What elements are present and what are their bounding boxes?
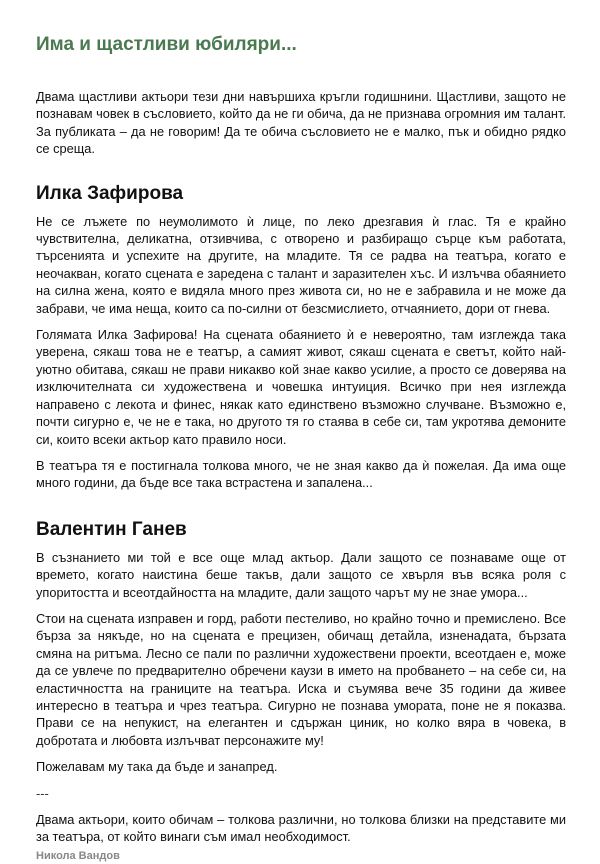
separator: --- [36,785,49,801]
article-title: Има и щастливи юбиляри... [36,34,297,55]
author-signature: Никола Вандов [36,849,120,862]
body-paragraph: Голямата Илка Зафирова! На сцената обаянието ѝ е невероятно, там изглежда така уверена, сякаш това не е театър, а самият живот, сякаш сцената е светът, който най-уютно обитава, сякаш не прави никакво кой знае какво усилие, а просто се доверява на изключителната си художествена и човешка интуиция. Всичко при нея изглежда направено с лекота и финес, някак като единствено възможно случване. Възможно е, почти сигурно е, че не е така, но другото тя го стаява в себе си, там укротява демоните си, които всеки актьор като правило носи. [36,327,566,447]
section-heading: Илка Зафирова [36,182,184,204]
body-paragraph: В съзнанието ми той е все още млад актьор. Дали защото се познаваме още от времето, когато наистина беше такъв, дали защото се хвърля във всяка роля с упоритостта и всеотдайността на младите, дали защото чарът му не знае умора... [36,549,566,600]
section-valentin-ganev [36,519,566,776]
closing-paragraph: Двама актьори, които обичам – толкова различни, но толкова близки на представите ми за театъра, от който винаги съм имал необходимост. [36,812,566,845]
body-paragraph: В театъра тя е постигнала толкова много, че не зная какво да ѝ пожелая. Да има още много години, да бъде все така встрастена и запалена... [36,457,566,491]
body-paragraph: Стои на сцената изправен и горд, работи пестеливо, но крайно точно и премислено. Все бърза за някъде, но на сцената е прецизен, обичащ детайла, изненадата, бързата смяна на ритъма. Лесно се пали по различни художествени проекти, всеотдаен е, може да се увлече по предварително обречени каузи в името на пробването – на себе си, на еластичността на границите на театъра. Иска и съумява вече 35 години да живее интересно в театъра и чрез театъра. Сигурно не познава умората, поне не я показва. Прави се на непукист, на елегантен и сдържан циник, но колко вяра в човека, в добротата и любовта излъчват персонажите му! [36,610,566,748]
intro-paragraph: Двама щастливи актьори тези дни навършиха кръгли годишнини. Щастливи, защото не познавам човек в съсловието, който да не ги обича, да не признава огромния им талант. За публиката – да не говорим! Да те обича съсловието не е малко, пък и обидно рядко се среща. [36,89,566,157]
body-paragraph: Не се лъжете по неумолимото ѝ лице, по леко дрезгавия ѝ глас. Тя е крайно чувствителна, деликатна, отзивчива, с отворено и разбиращо сърце към работата, търсенията и успехите на другите, на младите. Тя се радва на театъра, когато е неочакван, когато сцената е заредена с талант и заразителен хъс. И излъчва обаянието на силна жена, която е видяла много през живота си, но не е забравила и не може да забрави, че има неща, които са по-силни от безсмислието, отчаянието, дори от гнева. [36,213,566,316]
section-heading: Валентин Ганев [36,518,187,540]
section-ilka-zafirova [36,183,566,492]
body-paragraph: Пожелавам му така да бъде и занапред. [36,759,278,775]
